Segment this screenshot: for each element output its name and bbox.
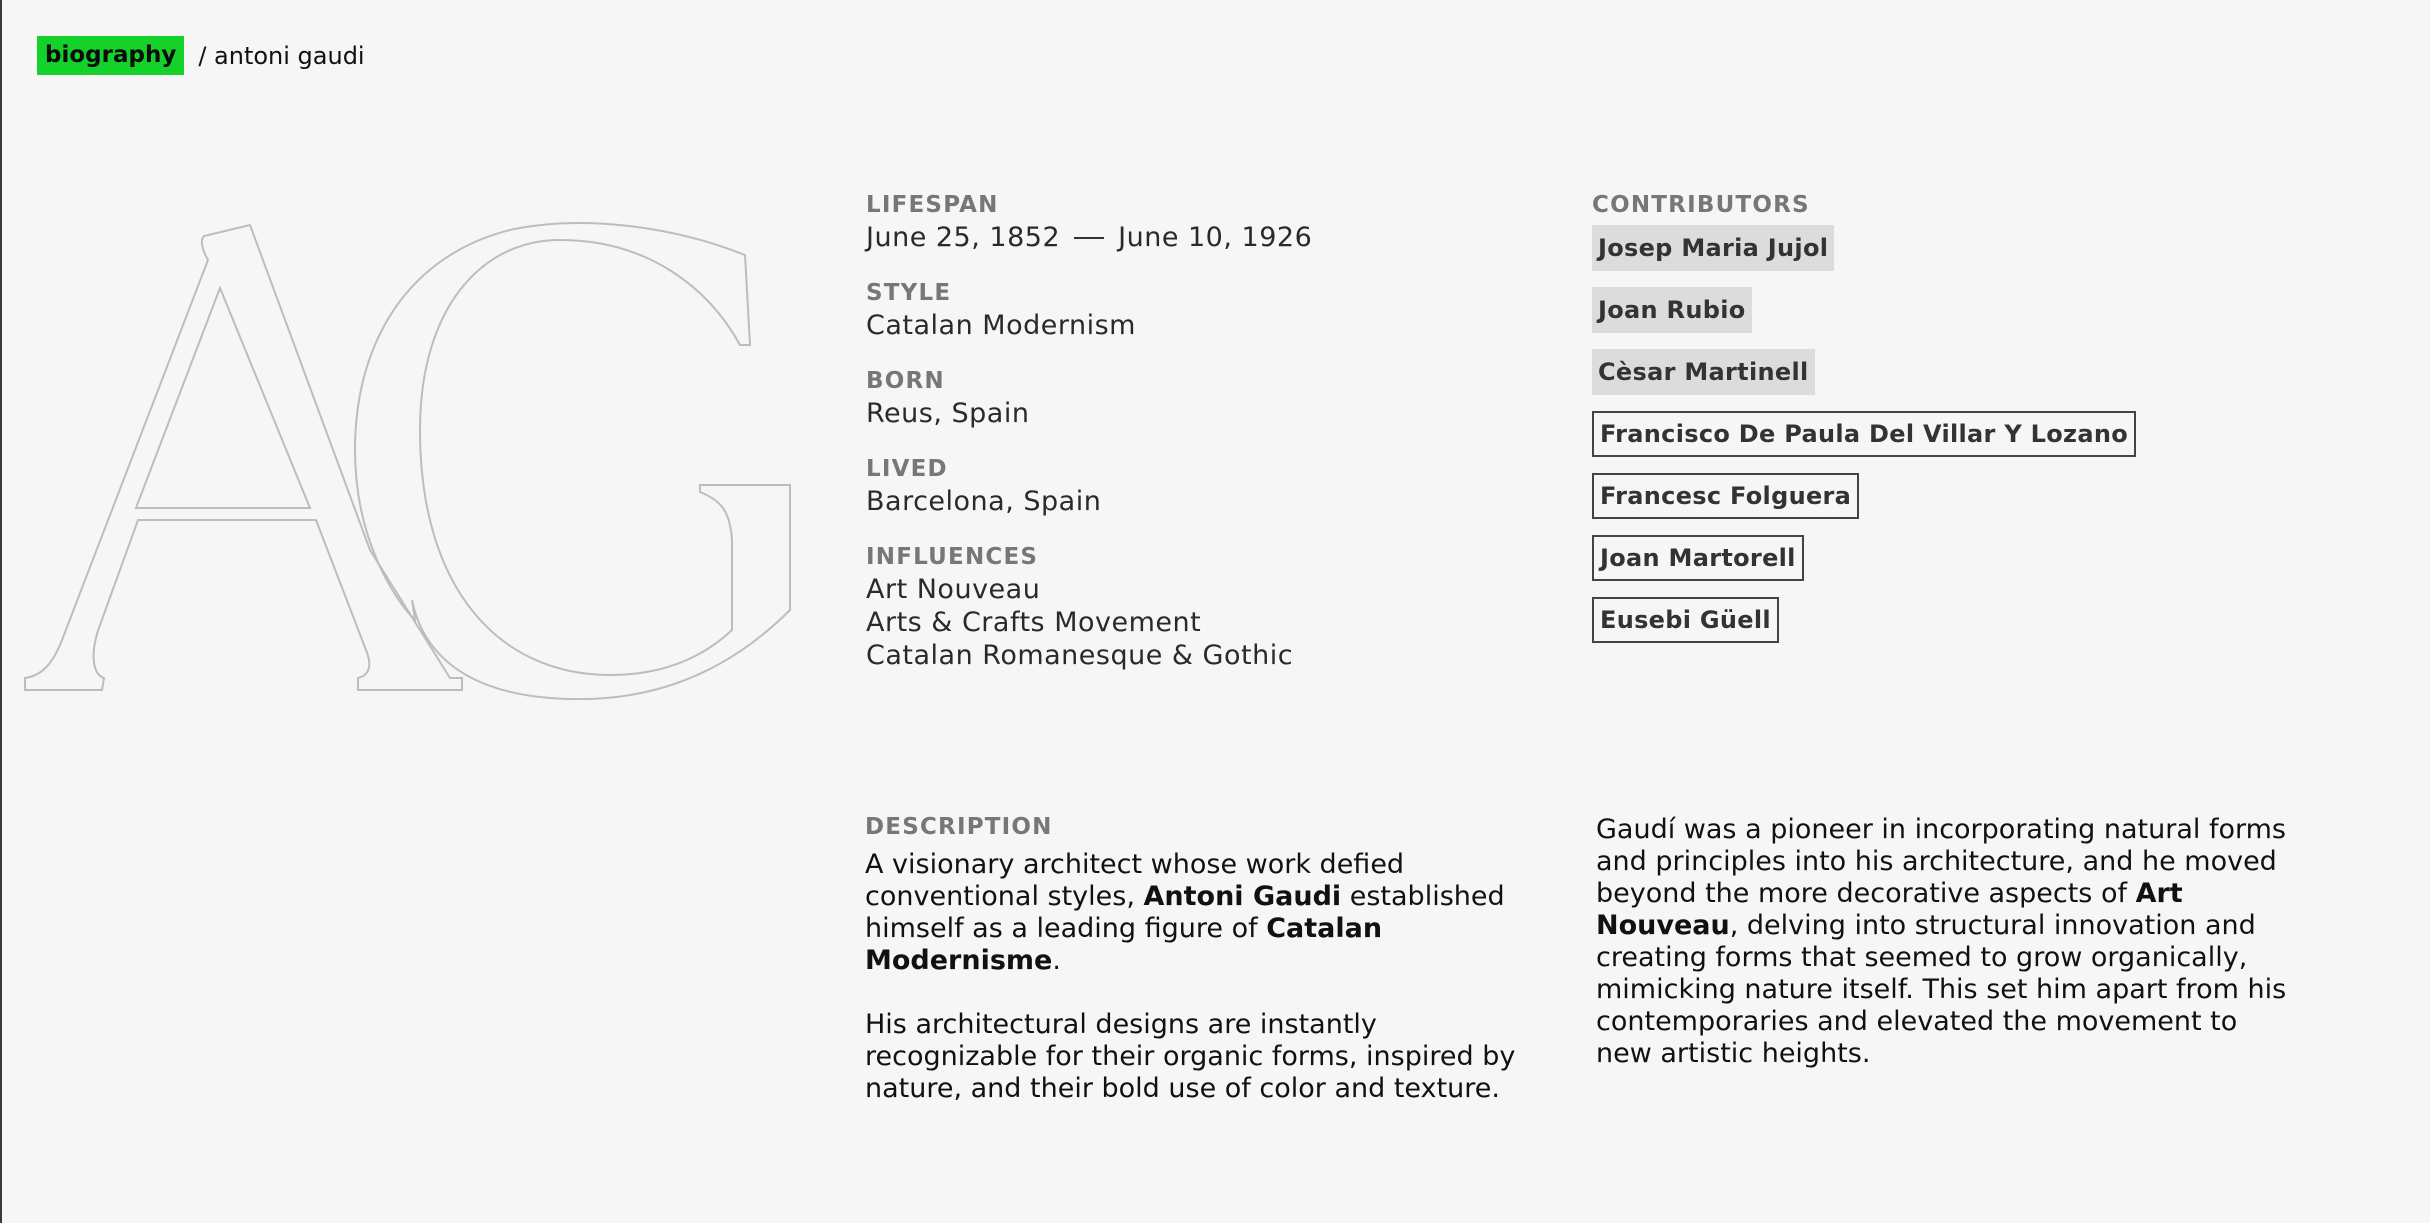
desc-text-run: Gaudí was a pioneer in incorporating natural forms and principles into his architecture, and he moved beyond the more decorative aspects of	[1596, 814, 2286, 909]
desc-text-run: , delving into structural innovation and creating forms that seemed to grow organically, mimicking nature itself. This set him apart from his contemporaries and elevated the movement to new artistic heights.	[1596, 910, 2287, 1069]
dash-divider	[1074, 237, 1104, 239]
monogram-ag-logo	[20, 220, 800, 700]
description-paragraph	[865, 849, 1555, 977]
contributors-label: CONTRIBUTORS	[1592, 192, 1810, 218]
contributor-tag[interactable]: Cèsar Martinell	[1592, 349, 1815, 395]
lived-label: LIVED	[866, 456, 948, 482]
contributor-tag[interactable]: Joan Martorell	[1592, 535, 1804, 581]
description-section	[865, 811, 1555, 1105]
born-value: Reus, Spain	[866, 398, 1030, 429]
death-date: June 10, 1926	[1118, 222, 1313, 253]
description-paragraph: His architectural designs are instantly recognizable for their organic forms, inspired by nature, and their bold use of color and texture.	[865, 1009, 1516, 1104]
desc-text-run: established himself as a leading figure of	[865, 881, 1505, 944]
style-value: Catalan Modernism	[866, 310, 1136, 341]
influences-label: INFLUENCES	[866, 544, 1039, 570]
lived-value: Barcelona, Spain	[866, 486, 1102, 517]
description-paragraph-right	[1596, 814, 2296, 1070]
frame-border	[0, 0, 2, 1223]
style-group	[866, 277, 1426, 343]
contributors-panel	[1592, 189, 2152, 659]
desc-bold-style: Catalan Modernisme	[865, 913, 1383, 976]
lifespan-value	[866, 221, 1426, 255]
influence-item: Arts & Crafts Movement	[866, 607, 1202, 638]
lifespan-label: LIFESPAN	[866, 192, 999, 218]
details-panel	[866, 189, 1426, 694]
contributor-tag[interactable]: Joan Rubio	[1592, 287, 1752, 333]
desc-bold-name: Antoni Gaudi	[1143, 881, 1342, 912]
influence-item: Art Nouveau	[866, 574, 1041, 605]
influence-item: Catalan Romanesque & Gothic	[866, 640, 1294, 671]
contributor-tag[interactable]: Josep Maria Jujol	[1592, 225, 1834, 271]
born-label: BORN	[866, 368, 945, 394]
breadcrumb	[37, 36, 365, 75]
lived-group	[866, 453, 1426, 519]
description-label: DESCRIPTION	[865, 814, 1053, 840]
influences-group	[866, 541, 1426, 672]
desc-text-run: .	[1052, 945, 1061, 976]
contributor-tag[interactable]: Francesc Folguera	[1592, 473, 1859, 519]
lifespan-group	[866, 189, 1426, 255]
birth-date: June 25, 1852	[866, 222, 1061, 253]
desc-text-run: A visionary architect whose work defied conventional styles,	[865, 849, 1405, 912]
born-group	[866, 365, 1426, 431]
contributor-tag[interactable]: Eusebi Güell	[1592, 597, 1779, 643]
contributors-list	[1592, 225, 2152, 643]
contributor-tag[interactable]: Francisco De Paula Del Villar Y Lozano	[1592, 411, 2136, 457]
breadcrumb-current: / antoni gaudi	[198, 41, 365, 70]
breadcrumb-section-link[interactable]: biography	[37, 36, 184, 75]
desc-bold-art-nouveau: Art Nouveau	[1596, 878, 2183, 941]
style-label: STYLE	[866, 280, 952, 306]
